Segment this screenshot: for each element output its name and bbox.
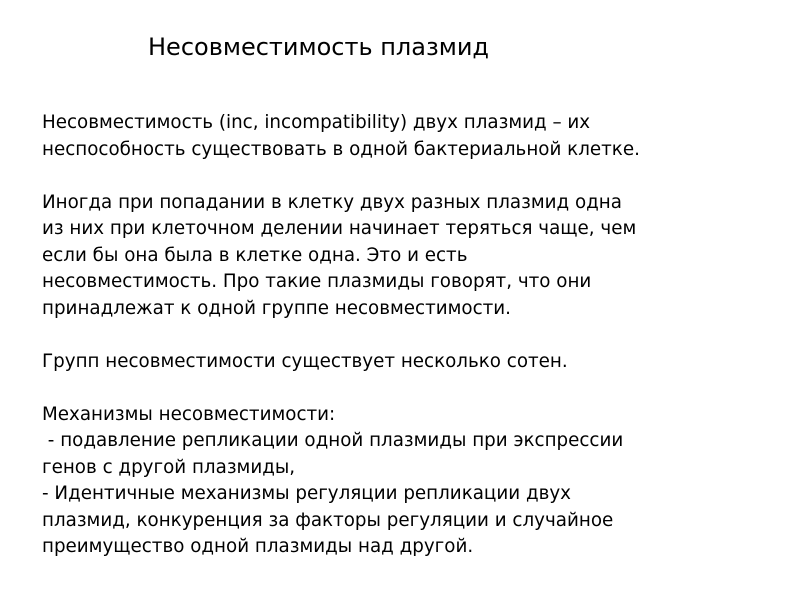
slide-body [42,110,792,561]
body-line: если бы она была в клетке одна. Это и есть [42,244,468,266]
body-line: Механизмы несовместимости: [42,403,336,425]
body-line: принадлежат к одной группе несовместимости. [42,297,511,319]
body-line: - подавление репликации одной плазмиды при экспрессии [42,430,624,451]
body-line: - Идентичные механизмы регуляции репликации двух [42,483,572,504]
body-line: Групп несовместимости существует несколько сотен. [42,350,568,372]
body-line: неспособность существовать в одной бактериальной клетке. [42,138,640,160]
body-line: Несовместимость (inc, incompatibility) двух плазмид – их [42,112,591,133]
body-line: генов с другой плазмиды, [42,456,296,478]
body-line: из них при клеточном делении начинает теряться чаще, чем [42,218,637,239]
slide-title: Несовместимость плазмид [148,33,490,61]
body-line [42,322,792,349]
body-line: плазмид, конкуренция за факторы регуляции и случайное [42,509,614,531]
body-line: преимущество одной плазмиды над другой. [42,536,474,557]
body-line: несовместимость. Про такие плазмиды говорят, что они [42,271,592,292]
body-line: Иногда при попадании в клетку двух разных плазмид одна [42,191,622,213]
body-line [42,163,792,190]
body-line [42,375,792,402]
